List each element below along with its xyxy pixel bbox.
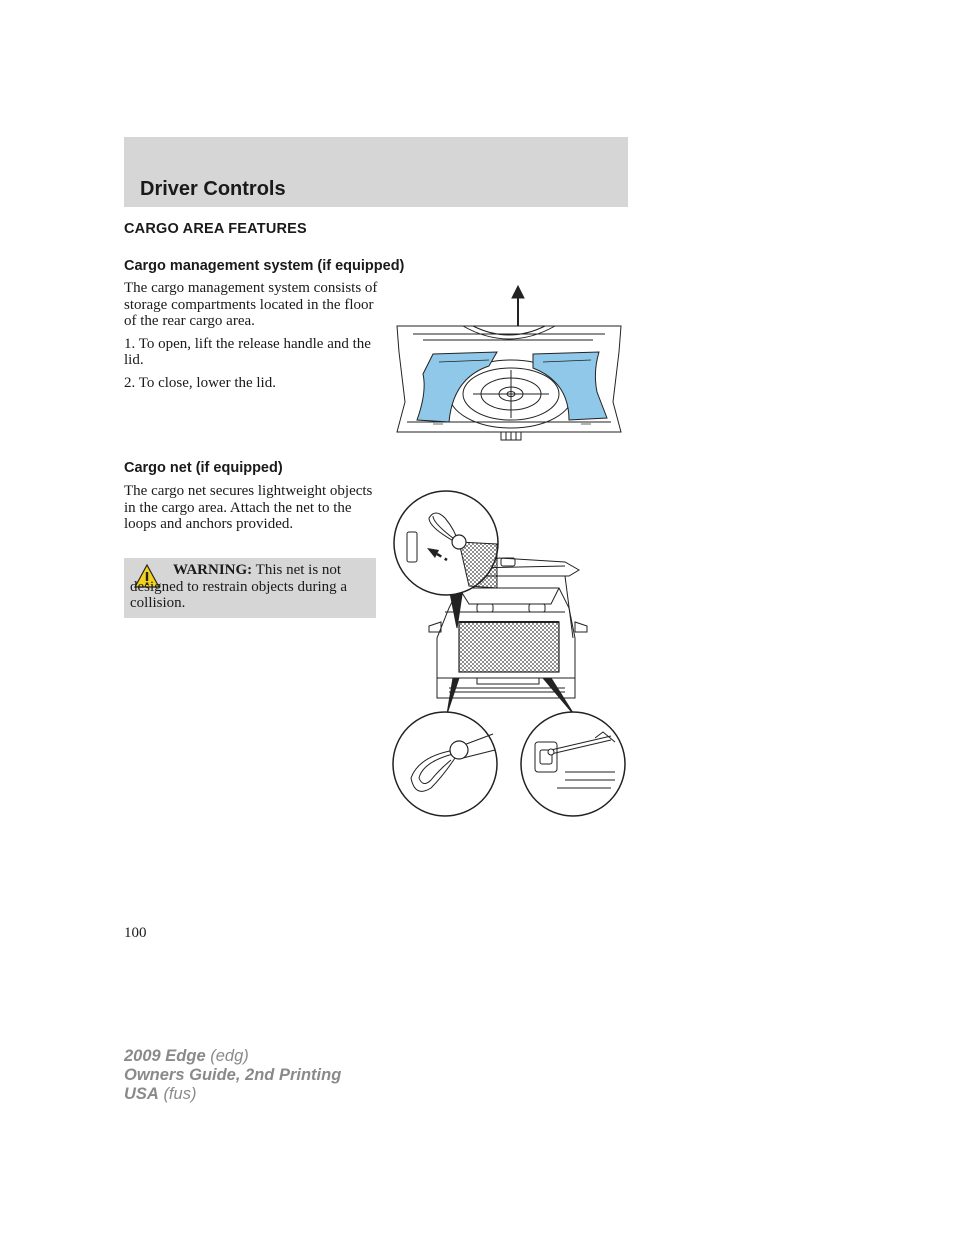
- footer: [124, 1047, 341, 1104]
- footer-line-2: Owners Guide, 2nd Printing: [124, 1066, 342, 1084]
- cargo-net-paragraph: The cargo net secures lightweight objects in the cargo area. Attach the net to the loops and anchors provided.: [124, 483, 373, 532]
- cargo-net-heading: Cargo net (if equipped): [124, 460, 283, 476]
- section-title: CARGO AREA FEATURES: [124, 221, 307, 237]
- cargo-management-paragraph-1: The cargo management system consists of storage compartments located in the floor of the rear cargo area.: [124, 280, 378, 329]
- cargo-management-step-1: 1. To open, lift the release handle and the lid.: [124, 335, 371, 368]
- warning-box: [124, 558, 376, 618]
- cargo-net-body: [124, 483, 380, 539]
- cargo-net-illustration: [389, 488, 629, 818]
- header-band: [124, 137, 628, 207]
- cargo-management-heading: Cargo management system (if equipped): [124, 258, 405, 274]
- footer-model-code: (edg): [210, 1047, 249, 1065]
- warning-message: This net is not designed to restrain objects during a collision.: [130, 562, 348, 611]
- cargo-compartment-illustration: [393, 282, 625, 444]
- footer-line-1: [124, 1047, 341, 1066]
- footer-model: 2009 Edge: [124, 1047, 206, 1065]
- warning-label: WARNING:: [173, 562, 253, 578]
- cargo-management-step-2: 2. To close, lower the lid.: [124, 374, 276, 391]
- footer-market: USA: [124, 1085, 159, 1103]
- warning-text: [130, 562, 370, 612]
- cargo-management-body: [124, 280, 380, 397]
- footer-line-3: [124, 1085, 341, 1104]
- page-header-title: Driver Controls: [140, 178, 286, 200]
- footer-market-code: (fus): [163, 1085, 197, 1103]
- page-number: 100: [124, 925, 147, 941]
